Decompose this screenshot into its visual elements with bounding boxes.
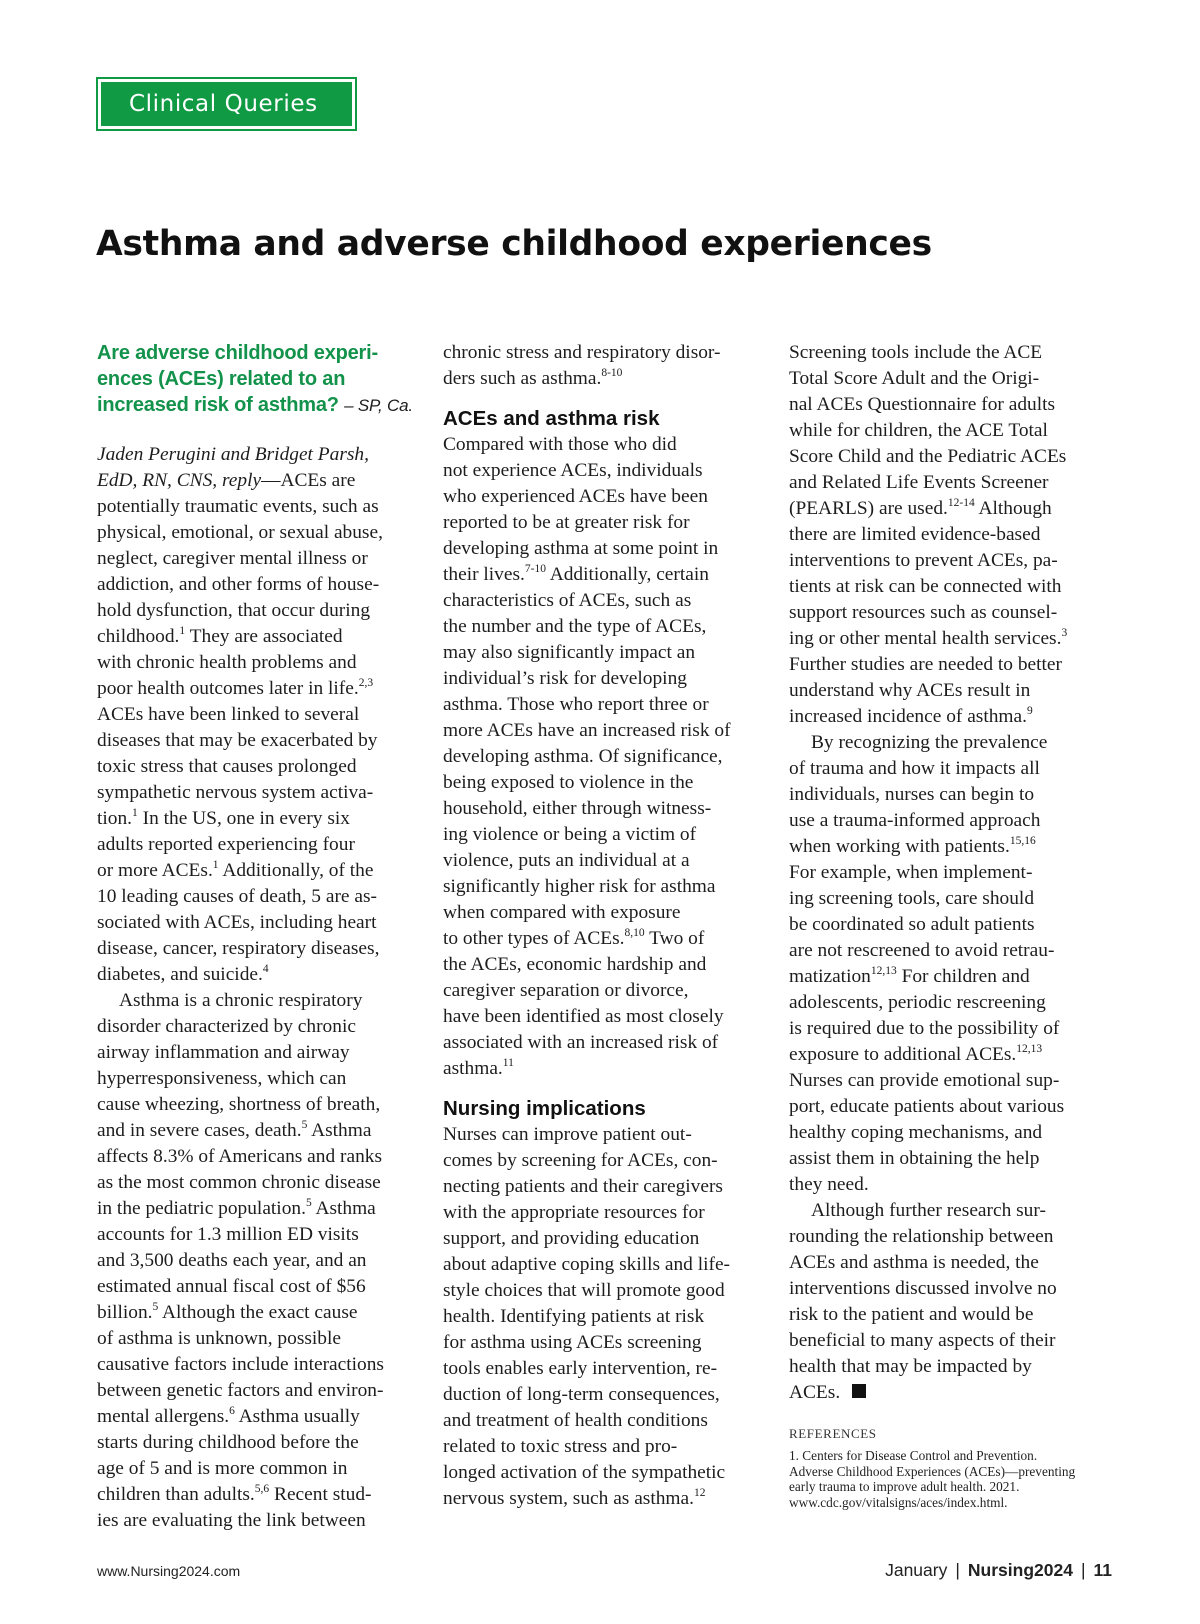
- section-heading-nursing-implications: Nursing implications: [443, 1097, 646, 1120]
- body-line: understand why ACEs result in: [789, 680, 1031, 701]
- reference-line: Adverse Childhood Experiences (ACEs)—preventing: [789, 1463, 1076, 1479]
- body-line: addiction, and other forms of house-: [97, 574, 380, 595]
- body-line: ACEs.: [789, 1380, 1121, 1406]
- body-line: interventions to prevent ACEs, pa-: [789, 550, 1058, 571]
- body-line: diabetes, and suicide.$^4$: [97, 962, 269, 985]
- body-line: use a trauma-informed approach: [789, 810, 1041, 831]
- reference-line: www.cdc.gov/vitalsigns/aces/index.html.: [789, 1494, 1008, 1510]
- body-line: ders such as asthma.$^{8-10}$: [443, 366, 623, 389]
- column-3: [789, 340, 1121, 1510]
- citation: 12,13: [1016, 1042, 1043, 1055]
- body-line: By recognizing the prevalence: [811, 732, 1048, 753]
- body-line: exposure to additional ACEs.$^{12,13}$: [789, 1042, 1043, 1065]
- body-line: and 3,500 deaths each year, and an: [97, 1250, 367, 1271]
- body-line: Nurses can improve patient out-: [443, 1124, 692, 1145]
- body-line: developing asthma at some point in: [443, 538, 719, 559]
- body-line: ing or other mental health services.$^3$: [789, 626, 1068, 649]
- body-line: household, either through witness-: [443, 798, 712, 819]
- body-line: ACEs and asthma is needed, the: [789, 1252, 1039, 1273]
- body-line: when compared with exposure: [443, 902, 681, 923]
- body-line: with chronic health problems and: [97, 652, 357, 673]
- body-line: developing asthma. Of significance,: [443, 746, 723, 767]
- section-badge-label: Clinical Queries: [101, 82, 352, 126]
- reference-line: 1. Centers for Disease Control and Prevention.: [789, 1448, 1038, 1463]
- body-line: their lives.$^{7-10}$ Additionally, certain: [443, 562, 709, 585]
- body-line: style choices that will promote good: [443, 1280, 725, 1301]
- body-line: of asthma is unknown, possible: [97, 1328, 341, 1349]
- body-line: when working with patients.$^{15,16}$: [789, 834, 1036, 857]
- body-line: in the pediatric population.$^5$ Asthma: [97, 1196, 376, 1219]
- body-line: port, educate patients about various: [789, 1096, 1065, 1117]
- body-line: Nurses can provide emotional sup-: [789, 1070, 1060, 1091]
- body-line: disease, cancer, respiratory diseases,: [97, 938, 380, 959]
- body-line: is required due to the possibility of: [789, 1018, 1060, 1039]
- end-of-article-square-icon: [852, 1384, 866, 1398]
- body-line: characteristics of ACEs, such as: [443, 590, 692, 611]
- body-line: to other types of ACEs.$^{8,10}$ Two of: [443, 926, 705, 949]
- citation: 7-10: [524, 562, 546, 575]
- section-badge: [96, 77, 357, 131]
- body-line: comes by screening for ACEs, con-: [443, 1150, 718, 1171]
- body-line: healthy coping mechanisms, and: [789, 1122, 1043, 1143]
- body-line: rounding the relationship between: [789, 1226, 1054, 1247]
- body-line: airway inflammation and airway: [97, 1042, 350, 1063]
- section-heading-aces-asthma-risk: ACEs and asthma risk: [443, 407, 660, 430]
- body-line: individual’s risk for developing: [443, 668, 687, 689]
- body-line: Screening tools include the ACE: [789, 342, 1043, 363]
- question-line: Are adverse childhood experi-: [97, 342, 378, 364]
- spacer: [443, 1082, 775, 1096]
- body-line: who experienced ACEs have been: [443, 486, 708, 507]
- body-line: tion.$^1$ In the US, one in every six: [97, 806, 350, 829]
- citation: 4: [262, 962, 269, 975]
- footer-journal: Nursing2024: [967, 1560, 1073, 1580]
- body-line: Score Child and the Pediatric ACEs: [789, 446, 1067, 467]
- body-line: starts during childhood before the: [97, 1432, 359, 1453]
- body-line: sociated with ACEs, including heart: [97, 912, 377, 933]
- body-line: tients at risk can be connected with: [789, 576, 1062, 597]
- body-line: Compared with those who did: [443, 434, 677, 455]
- body-line: while for children, the ACE Total: [789, 420, 1048, 441]
- body-line: support resources such as counsel-: [789, 602, 1058, 623]
- body-line: may also significantly impact an: [443, 642, 696, 663]
- body-line: or more ACEs.$^1$ Additionally, of the: [97, 858, 374, 881]
- citation: 3: [1061, 626, 1068, 639]
- body-line: age of 5 and is more common in: [97, 1458, 348, 1479]
- body-line: asthma. Those who report three or: [443, 694, 709, 715]
- body-line: Further studies are needed to better: [789, 654, 1062, 675]
- body-line: increased incidence of asthma.$^9$: [789, 704, 1033, 727]
- column-1: [97, 340, 429, 1534]
- body-line: chronic stress and respiratory disor-: [443, 342, 721, 363]
- footer-month: January: [885, 1560, 948, 1580]
- body-line: cause wheezing, shortness of breath,: [97, 1094, 381, 1115]
- reference-line: early trauma to improve adult health. 2021.: [789, 1479, 1020, 1494]
- body-line: estimated annual fiscal cost of $56: [97, 1276, 366, 1297]
- body-line: ing violence or being a victim of: [443, 824, 697, 845]
- body-line: For example, when implement-: [789, 862, 1033, 883]
- body-line: violence, puts an individual at a: [443, 850, 690, 871]
- body-line: mental allergens.$^6$ Asthma usually: [97, 1404, 360, 1427]
- body-line: are not rescreened to avoid retrau-: [789, 940, 1055, 961]
- author-line: EdD, RN, CNS, reply—ACEs are: [97, 470, 356, 491]
- body-line: for asthma using ACEs screening: [443, 1332, 702, 1353]
- footer-separator: |: [1080, 1560, 1086, 1580]
- body-line: 10 leading causes of death, 5 are as-: [97, 886, 377, 907]
- citation: 5: [152, 1300, 159, 1313]
- body-line: Total Score Adult and the Origi-: [789, 368, 1040, 389]
- body-line: health. Identifying patients at risk: [443, 1306, 705, 1327]
- question-line: ences (ACEs) related to an: [97, 368, 346, 390]
- body-line: be coordinated so adult patients: [789, 914, 1035, 935]
- citation: 1: [179, 624, 186, 637]
- body-line: assist them in obtaining the help: [789, 1148, 1040, 1169]
- citation: 12-14: [947, 496, 975, 509]
- body-line: adolescents, periodic rescreening: [789, 992, 1046, 1013]
- references-heading: REFERENCES: [789, 1426, 877, 1441]
- body-line: longed activation of the sympathetic: [443, 1462, 726, 1483]
- question-attribution: – SP, Ca.: [344, 396, 413, 415]
- author-line: Jaden Perugini and Bridget Parsh,: [97, 444, 369, 465]
- body-line: billion.$^5$ Although the exact cause: [97, 1300, 358, 1323]
- references-section: [789, 1424, 1121, 1510]
- body-line: beneficial to many aspects of their: [789, 1330, 1056, 1351]
- body-line: interventions discussed involve no: [789, 1278, 1057, 1299]
- body-line: matization$^{12,13}$ For children and: [789, 964, 1030, 987]
- body-line: health that may be impacted by: [789, 1356, 1032, 1377]
- body-line: necting patients and their caregivers: [443, 1176, 723, 1197]
- citation: 11: [502, 1056, 514, 1069]
- body-line: associated with an increased risk of: [443, 1032, 719, 1053]
- body-line: related to toxic stress and pro-: [443, 1436, 678, 1457]
- body-line: reported to be at greater risk for: [443, 512, 690, 533]
- body-line: childhood.$^1$ They are associated: [97, 624, 343, 647]
- body-line: (PEARLS) are used.$^{12-14}$ Although: [789, 496, 1052, 519]
- body-line: of trauma and how it impacts all: [789, 758, 1040, 779]
- body-line: toxic stress that causes prolonged: [97, 756, 357, 777]
- body-line: affects 8.3% of Americans and ranks: [97, 1146, 383, 1167]
- citation: 15,16: [1009, 834, 1036, 847]
- body-line: ing screening tools, care should: [789, 888, 1035, 909]
- citation: 12: [693, 1486, 706, 1499]
- footer-separator: |: [955, 1560, 960, 1580]
- body-line: Although further research sur-: [811, 1200, 1046, 1221]
- body-line: nervous system, such as asthma.$^{12}$: [443, 1486, 706, 1509]
- body-line: children than adults.$^{5,6}$ Recent stud-: [97, 1482, 372, 1505]
- body-line: ies are evaluating the link between: [97, 1510, 366, 1531]
- body-line: Asthma is a chronic respiratory: [119, 990, 363, 1011]
- page-number: 11: [1093, 1560, 1112, 1580]
- citation: 8-10: [601, 366, 623, 379]
- body-line: significantly higher risk for asthma: [443, 876, 716, 897]
- body-line: potentially traumatic events, such as: [97, 496, 379, 517]
- footer-folio: [885, 1560, 1112, 1581]
- body-line: and Related Life Events Screener: [789, 472, 1049, 493]
- citation: 5: [301, 1118, 308, 1131]
- body-line: as the most common chronic disease: [97, 1172, 381, 1193]
- citation: 1: [212, 858, 219, 871]
- body-line: causative factors include interactions: [97, 1354, 384, 1375]
- body-line: risk to the patient and would be: [789, 1304, 1034, 1325]
- body-line: sympathetic nervous system activa-: [97, 782, 374, 803]
- citation: 1: [132, 806, 138, 819]
- citation: 9: [1026, 704, 1033, 717]
- citation: 12,13: [870, 964, 897, 977]
- body-line: have been identified as most closely: [443, 1006, 724, 1027]
- body-line: and treatment of health conditions: [443, 1410, 708, 1431]
- body-line: more ACEs have an increased risk of: [443, 720, 731, 741]
- body-line: accounts for 1.3 million ED visits: [97, 1224, 359, 1245]
- body-line: hold dysfunction, that occur during: [97, 600, 371, 621]
- body-line: tools enables early intervention, re-: [443, 1358, 718, 1379]
- body-line: the ACEs, economic hardship and: [443, 954, 707, 975]
- spacer: [97, 418, 429, 442]
- body-line: neglect, caregiver mental illness or: [97, 548, 368, 569]
- footer-url: www.Nursing2024.com: [97, 1563, 241, 1579]
- body-line: caregiver separation or divorce,: [443, 980, 689, 1001]
- citation: 8,10: [624, 926, 645, 939]
- body-line: physical, emotional, or sexual abuse,: [97, 522, 383, 543]
- body-line: disorder characterized by chronic: [97, 1016, 356, 1037]
- citation: 5: [305, 1196, 312, 1209]
- body-line: diseases that may be exacerbated by: [97, 730, 378, 751]
- body-line: support, and providing education: [443, 1228, 700, 1249]
- column-2: [443, 340, 775, 1512]
- body-line: the number and the type of ACEs,: [443, 616, 707, 637]
- question-line: increased risk of asthma? – SP, Ca.: [97, 394, 413, 416]
- spacer: [443, 392, 775, 406]
- citation: 6: [229, 1404, 235, 1417]
- body-line: being exposed to violence in the: [443, 772, 694, 793]
- body-line: between genetic factors and environ-: [97, 1380, 384, 1401]
- body-line: about adaptive coping skills and life-: [443, 1254, 731, 1275]
- body-line: not experience ACEs, individuals: [443, 460, 703, 481]
- body-line: with the appropriate resources for: [443, 1202, 705, 1223]
- body-line: individuals, nurses can begin to: [789, 784, 1035, 805]
- body-line: hyperresponsiveness, which can: [97, 1068, 347, 1089]
- citation: 5,6: [254, 1482, 270, 1495]
- citation: 2,3: [358, 676, 374, 689]
- body-line: and in severe cases, death.$^5$ Asthma: [97, 1118, 372, 1141]
- body-line: ACEs have been linked to several: [97, 704, 360, 725]
- body-line: asthma.$^{11}$: [443, 1056, 514, 1079]
- body-line: poor health outcomes later in life.$^{2,3}$: [97, 676, 374, 699]
- body-line: adults reported experiencing four: [97, 834, 355, 855]
- body-line: there are limited evidence-based: [789, 524, 1041, 545]
- body-line: duction of long-term consequences,: [443, 1384, 720, 1405]
- body-line: they need.: [789, 1174, 869, 1195]
- body-line: nal ACEs Questionnaire for adults: [789, 394, 1056, 415]
- article-title: Asthma and adverse childhood experiences: [96, 224, 932, 264]
